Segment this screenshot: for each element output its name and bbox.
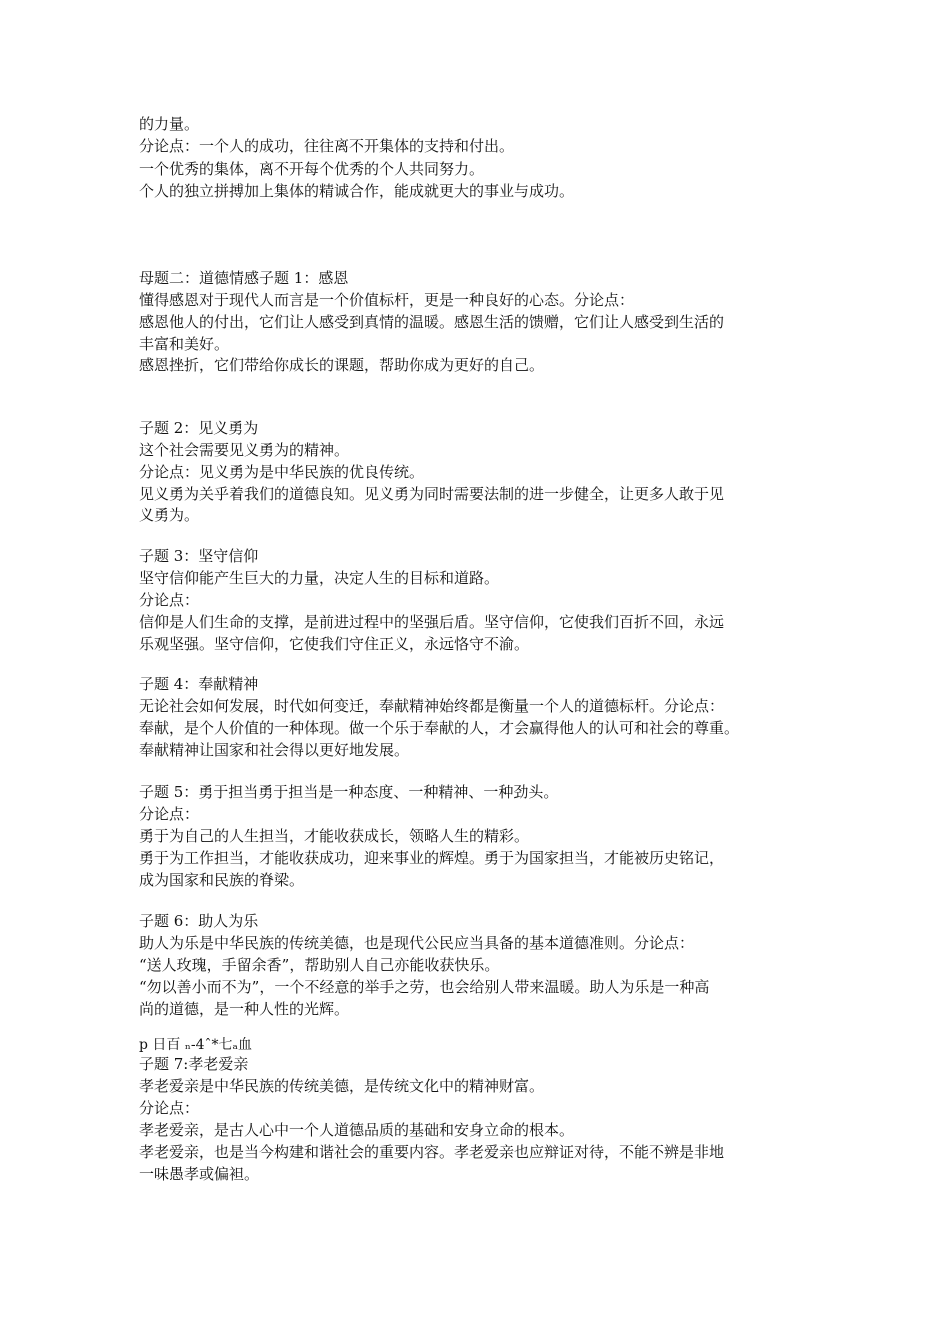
text-line: 勇于为自己的人生担当，才能收获成长，领略人生的精彩。 [139, 827, 530, 845]
section-heading: 母题二：道德情感子题 1：感恩 [139, 269, 349, 287]
text-line: 一个优秀的集体，离不开每个优秀的个人共同努力。 [139, 160, 485, 178]
text-line: 义勇为。 [139, 506, 200, 524]
text-line: 懂得感恩对于现代人而言是一个价值标杆，更是一种良好的心态。分论点： [139, 291, 635, 309]
text-line: 孝老爱亲，是古人心中一个人道德品质的基础和安身立命的根本。 [139, 1121, 575, 1139]
text-line: 助人为乐是中华民族的传统美德，也是现代公民应当具备的基本道德准则。分论点： [139, 934, 695, 952]
text-line: 感恩挫折，它们带给你成长的课题，帮助你成为更好的自己。 [139, 356, 545, 374]
text-line: 坚守信仰能产生巨大的力量，决定人生的目标和道路。 [139, 569, 500, 587]
section-heading: 子题 2：见义勇为 [139, 419, 259, 437]
text-line: 尚的道德，是一种人性的光辉。 [139, 1000, 350, 1018]
text-line: 奉献精神让国家和社会得以更好地发展。 [139, 741, 410, 759]
section-heading: 子题 6：助人为乐 [139, 912, 259, 930]
text-line: 分论点： [139, 805, 200, 823]
text-line: 信仰是人们生命的支撑，是前进过程中的坚强后盾。坚守信仰，它使我们百折不回，永远 [139, 613, 725, 631]
section-heading: 子题 5：勇于担当勇于担当是一种态度、一种精神、一种劲头。 [139, 783, 559, 801]
text-line: 勇于为工作担当，才能收获成功，迎来事业的辉煌。勇于为国家担当，才能被历史铭记， [139, 849, 725, 867]
text-line: 这个社会需要见义勇为的精神。 [139, 441, 350, 459]
text-line: 分论点：一个人的成功，往往离不开集体的支持和付出。 [139, 137, 515, 155]
text-line: 丰富和美好。 [139, 335, 230, 353]
text-line: 成为国家和民族的脊梁。 [139, 871, 305, 889]
section-heading: 子题 7:孝老爱亲 [139, 1055, 249, 1073]
text-line: “送人玫瑰，手留余香”，帮助别人自己亦能收获快乐。 [139, 956, 500, 974]
text-line: 一味愚孝或偏袒。 [139, 1165, 260, 1183]
section-heading: 子题 3：坚守信仰 [139, 547, 259, 565]
text-line: 奉献，是个人价值的一种体现。做一个乐于奉献的人，才会赢得他人的认可和社会的尊重。 [139, 719, 740, 737]
text-line: 分论点：见义勇为是中华民族的优良传统。 [139, 463, 425, 481]
text-line: “勿以善小而不为”，一个不经意的举手之劳，也会给别人带来温暖。助人为乐是一种高 [139, 978, 710, 996]
text-line: 分论点： [139, 591, 200, 609]
text-line: 无论社会如何发展，时代如何变迁，奉献精神始终都是衡量一个人的道德标杆。分论点： [139, 697, 725, 715]
text-line: 孝老爱亲是中华民族的传统美德，是传统文化中的精神财富。 [139, 1077, 545, 1095]
garbled-text-line: p 日百 ₙ-4ˆ*七ₐ血 [139, 1037, 252, 1053]
section-heading: 子题 4：奉献精神 [139, 675, 259, 693]
text-line: 见义勇为关乎着我们的道德良知。见义勇为同时需要法制的进一步健全，让更多人敢于见 [139, 485, 725, 503]
text-line: 的力量。 [139, 115, 200, 133]
text-line: 乐观坚强。坚守信仰，它使我们守住正义，永远恪守不渝。 [139, 635, 530, 653]
text-line: 孝老爱亲，也是当今构建和谐社会的重要内容。孝老爱亲也应辩证对待，不能不辨是非地 [139, 1143, 725, 1161]
text-line: 个人的独立拼搏加上集体的精诚合作，能成就更大的事业与成功。 [139, 182, 575, 200]
text-line: 感恩他人的付出，它们让人感受到真情的温暖。感恩生活的馈赠，它们让人感受到生活的 [139, 313, 725, 331]
text-line: 分论点： [139, 1099, 200, 1117]
